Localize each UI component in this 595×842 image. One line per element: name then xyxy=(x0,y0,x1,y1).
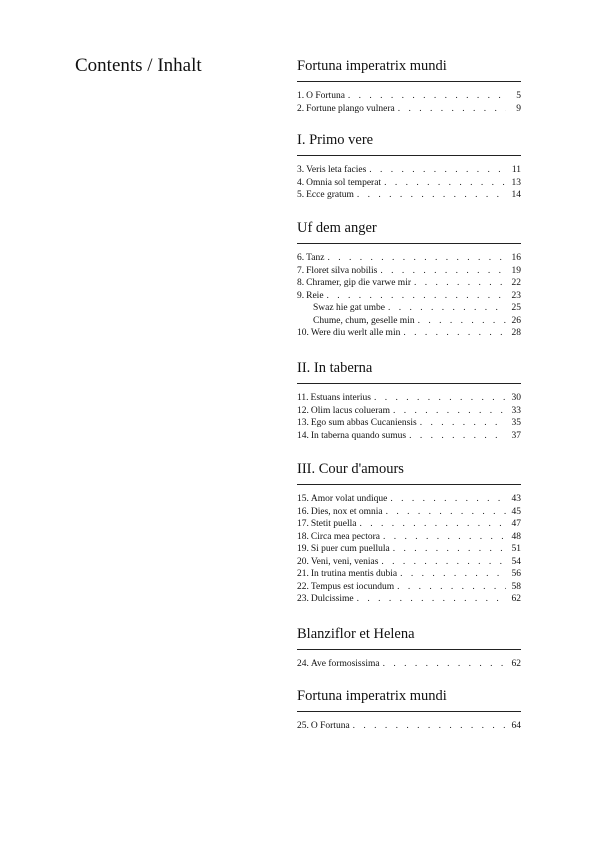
entry-number: 6. xyxy=(297,253,305,263)
toc-entry[interactable] xyxy=(297,543,521,556)
entry-title: Circa mea pectora xyxy=(310,531,380,542)
entry-page-number: 30 xyxy=(511,393,521,403)
entry-page-number: 16 xyxy=(511,253,521,263)
toc-section xyxy=(297,132,521,202)
toc-entry[interactable] xyxy=(297,556,521,569)
toc-entry[interactable] xyxy=(297,103,521,116)
entry-title: Amor volat undique xyxy=(310,494,388,504)
entry-page-number: 19 xyxy=(511,265,521,276)
entry-page-number: 26 xyxy=(511,315,521,326)
entry-title: Ecce gratum xyxy=(306,190,354,200)
entry-page-number: 35 xyxy=(511,418,521,428)
entry-title: Omnia sol temperat xyxy=(306,177,382,188)
toc-entry[interactable] xyxy=(297,518,521,531)
entry-title: Swaz hie gat umbe xyxy=(313,303,386,313)
entry-number: 23. xyxy=(297,594,309,604)
section-heading: Blanziflor et Helena xyxy=(297,626,521,650)
dot-leader xyxy=(327,290,506,303)
entry-title: Tanz xyxy=(306,253,325,263)
entry-number: 9. xyxy=(297,290,305,301)
entry-title: O Fortuna xyxy=(310,721,350,731)
section-heading: II. In taberna xyxy=(297,360,521,384)
entry-number: 14. xyxy=(297,430,309,441)
entry-number: 11. xyxy=(297,393,309,403)
entry-page-number: 62 xyxy=(511,659,521,669)
entry-title: Ave formosissima xyxy=(310,659,380,669)
toc-section xyxy=(297,461,521,606)
toc-entry[interactable] xyxy=(297,177,521,190)
dot-leader xyxy=(380,265,506,278)
entry-page-number: 62 xyxy=(511,594,521,604)
entry-title: Chramer, gip die varwe mir xyxy=(306,278,412,288)
entry-title: Dulcissime xyxy=(310,594,354,604)
dot-leader xyxy=(388,302,506,315)
toc-entry[interactable] xyxy=(297,430,521,443)
entry-page-number: 9 xyxy=(516,103,521,114)
toc-entry[interactable] xyxy=(297,302,521,315)
entry-title: Fortune plango vulnera xyxy=(306,103,395,114)
entry-page-number: 58 xyxy=(511,581,521,592)
entry-number: 3. xyxy=(297,165,305,175)
section-heading: Uf dem anger xyxy=(297,220,521,244)
toc-entry[interactable] xyxy=(297,327,521,340)
toc-entry[interactable] xyxy=(297,531,521,544)
entry-page-number: 37 xyxy=(511,430,521,441)
dot-leader xyxy=(357,189,506,202)
toc-entry[interactable] xyxy=(297,568,521,581)
entry-title: Estuans interius xyxy=(310,393,371,403)
entry-page-number: 14 xyxy=(511,190,521,200)
page-title: Contents / Inhalt xyxy=(75,55,202,76)
entry-title: Floret silva nobilis xyxy=(306,265,378,276)
toc-entry[interactable] xyxy=(297,277,521,290)
dot-leader xyxy=(393,405,506,418)
toc-entry[interactable] xyxy=(297,90,521,103)
entry-title: Were diu werlt alle min xyxy=(310,328,401,338)
dot-leader xyxy=(397,581,506,594)
entry-title: O Fortuna xyxy=(306,91,345,101)
dot-leader xyxy=(327,252,506,265)
dot-leader xyxy=(414,277,506,290)
entry-page-number: 5 xyxy=(516,91,521,101)
entry-title: Ego sum abbas Cucaniensis xyxy=(310,418,417,428)
entry-title: Veni, veni, venias xyxy=(310,556,379,567)
entry-list xyxy=(297,658,521,671)
dot-leader xyxy=(400,568,506,581)
entry-number: 8. xyxy=(297,278,305,288)
entry-number: 1. xyxy=(297,91,305,101)
dot-leader xyxy=(386,506,506,519)
entry-number: 5. xyxy=(297,190,305,200)
entry-number: 22. xyxy=(297,581,309,592)
entry-number: 24. xyxy=(297,659,309,669)
entry-number: 12. xyxy=(297,405,309,416)
dot-leader xyxy=(360,518,506,531)
entry-page-number: 43 xyxy=(511,494,521,504)
entry-number: 10. xyxy=(297,328,309,338)
entry-number: 16. xyxy=(297,506,309,517)
entry-list xyxy=(297,493,521,606)
toc-entry[interactable] xyxy=(297,392,521,405)
dot-leader xyxy=(383,531,506,544)
dot-leader xyxy=(390,493,506,506)
toc-entry[interactable] xyxy=(297,164,521,177)
entry-list xyxy=(297,720,521,733)
dot-leader xyxy=(398,103,506,116)
section-heading: Fortuna imperatrix mundi xyxy=(297,58,521,82)
section-heading: Fortuna imperatrix mundi xyxy=(297,688,521,712)
toc-entry[interactable] xyxy=(297,581,521,594)
entry-number: 18. xyxy=(297,531,309,542)
entry-number: 19. xyxy=(297,544,309,554)
entry-title: Veris leta facies xyxy=(306,165,367,175)
toc-entry[interactable] xyxy=(297,593,521,606)
toc-entry[interactable] xyxy=(297,290,521,303)
entry-page-number: 28 xyxy=(511,328,521,338)
entry-page-number: 54 xyxy=(511,556,521,567)
entry-title: Si puer cum puellula xyxy=(310,544,390,554)
toc-entry[interactable] xyxy=(297,315,521,328)
toc-entry[interactable] xyxy=(297,417,521,430)
toc-entry[interactable] xyxy=(297,405,521,418)
entry-page-number: 64 xyxy=(511,721,521,731)
dot-leader xyxy=(409,430,506,443)
dot-leader xyxy=(403,327,506,340)
toc-section xyxy=(297,220,521,340)
toc-entry[interactable] xyxy=(297,189,521,202)
entry-number: 7. xyxy=(297,265,305,276)
dot-leader xyxy=(393,543,506,556)
toc-section xyxy=(297,688,521,733)
toc-entry[interactable] xyxy=(297,252,521,265)
entry-title: Olim lacus colueram xyxy=(310,405,391,416)
entry-page-number: 23 xyxy=(511,290,521,301)
entry-page-number: 56 xyxy=(511,569,521,579)
toc-entry[interactable] xyxy=(297,506,521,519)
entry-title: In trutina mentis dubia xyxy=(310,569,398,579)
entry-list xyxy=(297,90,521,115)
entry-title: Dies, nox et omnia xyxy=(310,506,383,517)
toc-entry[interactable] xyxy=(297,265,521,278)
entry-page-number: 48 xyxy=(511,531,521,542)
entry-number: 17. xyxy=(297,519,309,529)
entry-page-number: 25 xyxy=(511,303,521,313)
dot-leader xyxy=(420,417,506,430)
entry-title: Chume, chum, geselle min xyxy=(313,315,415,326)
section-heading: III. Cour d'amours xyxy=(297,461,521,485)
entry-number: 21. xyxy=(297,569,309,579)
entry-number: 4. xyxy=(297,177,305,188)
dot-leader xyxy=(381,556,506,569)
entry-page-number: 33 xyxy=(511,405,521,416)
dot-leader xyxy=(348,90,506,103)
entry-page-number: 45 xyxy=(511,506,521,517)
dot-leader xyxy=(357,593,506,606)
entry-title: Stetit puella xyxy=(310,519,357,529)
entry-list xyxy=(297,252,521,340)
section-heading: I. Primo vere xyxy=(297,132,521,156)
toc-section xyxy=(297,626,521,671)
entry-list xyxy=(297,164,521,202)
entry-page-number: 22 xyxy=(511,278,521,288)
dot-leader xyxy=(369,164,506,177)
entry-number: 25. xyxy=(297,721,309,731)
toc-section xyxy=(297,58,521,115)
entry-title: In taberna quando sumus xyxy=(310,430,407,441)
entry-title: Tempus est iocundum xyxy=(310,581,395,592)
toc-entry[interactable] xyxy=(297,720,521,733)
entry-page-number: 51 xyxy=(511,544,521,554)
toc-entry[interactable] xyxy=(297,493,521,506)
entry-number: 15. xyxy=(297,494,309,504)
dot-leader xyxy=(384,177,506,190)
entry-number: 2. xyxy=(297,103,305,114)
entry-number: 20. xyxy=(297,556,309,567)
entry-title: Reie xyxy=(306,290,324,301)
dot-leader xyxy=(374,392,506,405)
dot-leader xyxy=(383,658,506,671)
dot-leader xyxy=(353,720,506,733)
toc-entry[interactable] xyxy=(297,658,521,671)
entry-page-number: 47 xyxy=(511,519,521,529)
entry-page-number: 13 xyxy=(511,177,521,188)
entry-number: 13. xyxy=(297,418,309,428)
toc-section xyxy=(297,360,521,442)
dot-leader xyxy=(418,315,506,328)
entry-page-number: 11 xyxy=(511,165,521,175)
entry-list xyxy=(297,392,521,442)
